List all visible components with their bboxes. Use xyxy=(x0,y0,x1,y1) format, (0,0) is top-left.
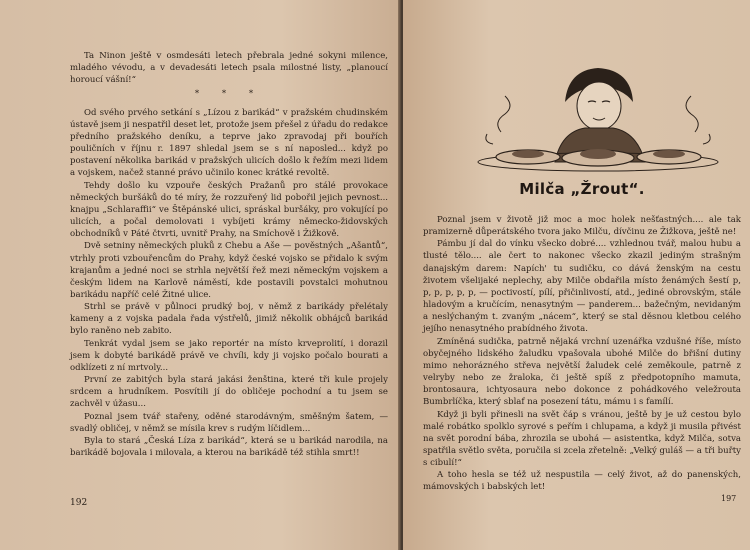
paragraph: Dvě setniny německých pluků z Chebu a Aše — pověstných „Ašantů“, vtrhly proti vzbouřencům do Prahy, když české vojsko se přidalo k svým krajanům a jedné noci se strhla největší řež mezi německým vojskem a českým lidem na Karlově náměstí, kde postavili povstalci mohutnou barikádu napříč celé Žitné ulice. xyxy=(70,241,388,300)
page-number: 192 xyxy=(70,498,88,508)
paragraph: První ze zabitých byla stará jakási ženština, které tři kule projely srdcem a hrudníkem. Posvítili jí do obličeje pochodní a tu jsem se zachvěl v úžasu... xyxy=(70,375,388,410)
page-number: 197 xyxy=(721,494,737,503)
chapter-title: Milča „Žrout“. xyxy=(519,180,645,198)
section-separator: * * * xyxy=(194,89,264,100)
paragraph: Od svého prvého setkání s „Lízou z barikád“ v pražském chudinském ústavě jsem ji nespatřil deset let, protože jsem přešel z úřadu do redakce předního pražského deníku, a teprve jako zpravodaj při bouřích pouličních v říjnu r. 1897 shledal jsem se s ní naposled... když po postavení několika barikád v pražských ulicích došlo k řežím mezi lidem a vojskem, načež stanné právo učinilo konec krátké revoltě. xyxy=(70,107,388,179)
left-page-text xyxy=(70,50,388,459)
paragraph: Tenkrát vydal jsem se jako reportér na místo krveprolití, i dorazil jsem k dobyté barikádě právě ve chvíli, kdy ji vojsko počalo bourati a odklízeti z ní mrtvoly... xyxy=(70,338,388,373)
paragraph: A toho hesla se též už nespustila — celý život, až do panenských, mámovských i babských let! xyxy=(423,470,741,493)
paragraph: Zmíněná sudička, patrně nějaká vrchní uzenářka vzdušné říše, místo obyčejného lidského žaludku vpašovala ubohé Milče do břišní dutiny mimo nehorázného střeva největší žaludek celé zeměkoule, patrně z velryby nebo ze žraloka, či ještě spíš z předpotopního mamuta, brontosaura, ichtyosaura nebo dokonce z pohádkového veležrouta Bumbrlíčka, který sblaf na posezení tátu, mámu i s famílí. xyxy=(423,336,741,408)
paragraph: Tehdy došlo ku vzpouře českých Pražanů pro stálé provokace německých buršáků do té míry, že rozzuřený lid pobořil jejich pevnost... knajpu „Schlaraffii“ ve Štěpánské ulici, spráskal buršáky, pro vokující po ulicích, a počal demolovati i vybíjeti krámy německo-židovských obchodníků v Páté čtvrti, uvnitř Prahy, na Smíchově i Žižkově. xyxy=(70,180,388,240)
paragraph: Poznal jsem v životě již moc a moc holek nešťastných.... ale tak pramizerně důperátského tvora jako Milču, dívčinu ze Žižkova, ještě ne! xyxy=(423,215,741,238)
paragraph: Byla to stará „Česká Líza z barikád“, která se u barikád narodila, na barikádě bojovala i milovala, a kterou na barikádě též stihla smrt!! xyxy=(70,435,388,458)
paragraph: Strhl se právě v půlnoci prudký boj, v němž z barikády přelétaly kameny a z vojska padala řada výstřelů, jimiž několik obhájců barikád bylo raněno neb zabito. xyxy=(70,302,388,337)
chapter-illustration xyxy=(473,62,723,182)
paragraph: Když ji byli přinesli na svět čáp s vránou, ještě by je už cestou bylo malé robátko spolklo syrové s peřím i chlupama, a když ji musila přivést na svět porodní bába, zhrozila se ubohá — asistentka, když Milča, sotva spatřila světlo světa, poručila si zcela zřetelně: „Velký guláš — a tři buřty s cibulí!“ xyxy=(423,409,741,469)
right-page xyxy=(403,0,750,550)
paragraph: Ta Ninon ještě v osmdesáti letech přebrala jedné sokyni milence, mladého vévodu, a v devadesáti letech psala milostné listy, „planoucí horoucí vášní!“ xyxy=(70,51,388,86)
paragraph: Pámbu jí dal do vínku všecko dobré.... vzhlednou tvář, malou hubu a tlusté tělo.... ale čert to nakonec všecko zkazil jediným strašným danajským darem: Napích' tu sudičku, co dává ženským na cestu životem všelijaké neplechy, aby Milče obdařila místo ženámých šestí p, p, p, p, p, p, — poctivostí, pílí, přičinlivostí, atd., jediné obrovským, stále hladovým a kručícím, nenasytným — panderem... bažečným, nevidaným a neslýchaným t. zvaným „nácem“, který se stal děsnou kletbou celého jejího nenasytného prabídného života. xyxy=(423,239,741,335)
paragraph: Poznal jsem tvář stařeny, oděné starodávným, směšným šatem, — svadlý obličej, v němž se mísila krev s rudým líčidlem... xyxy=(70,411,388,434)
right-page-text xyxy=(423,214,741,494)
